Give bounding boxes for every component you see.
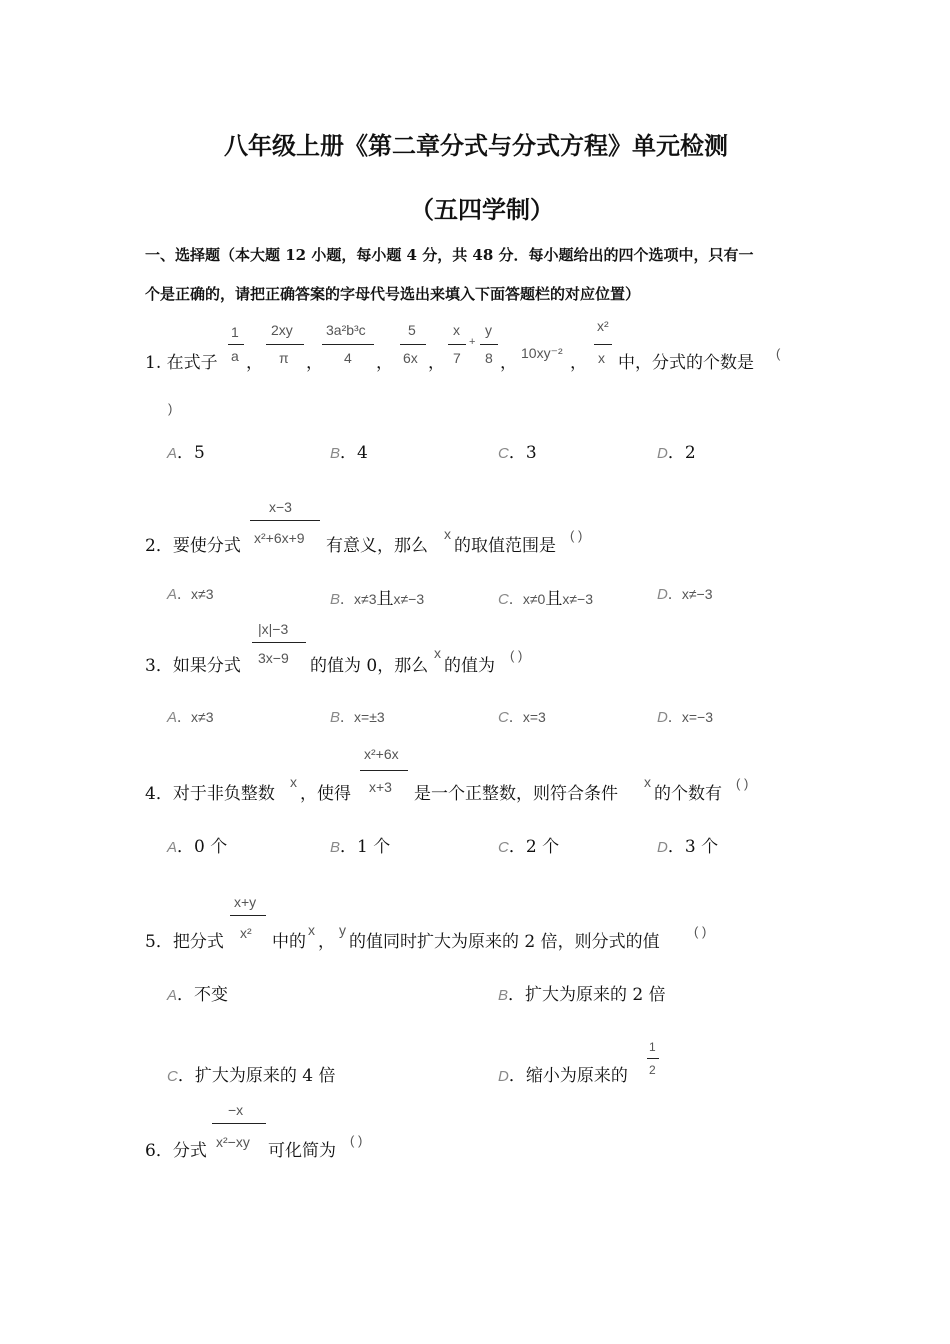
q3-option-c-letter: C xyxy=(498,709,509,726)
q4-option-c-letter: C xyxy=(498,839,509,856)
q1-comma-2: ， xyxy=(306,353,323,373)
q5-option-b-letter: B xyxy=(498,987,509,1004)
q1-frac1-den: a xyxy=(231,348,239,364)
q1-comma-4: ， xyxy=(428,353,445,373)
q1-option-b[interactable] xyxy=(330,438,368,463)
q1-option-b-letter: B xyxy=(330,445,341,462)
q5-frac-den: x² xyxy=(240,925,252,941)
q1-frac7-num: x² xyxy=(597,318,609,334)
q2-option-d-letter: D xyxy=(657,586,668,603)
section-heading-line2: 个是正确的，请把正确答案的字母代号选出来填入下面答题栏的对应位置） xyxy=(145,285,641,303)
q4-option-d-letter: D xyxy=(657,839,668,856)
q3-suffix-a: 的值为 0，那么 xyxy=(310,656,429,676)
q4-option-a-letter: A xyxy=(167,839,178,856)
q1-frac5b-num: y xyxy=(485,322,492,338)
q2-suffix-a: 有意义，那么 xyxy=(326,536,428,556)
q2-option-d-text: ．x≠−3 xyxy=(667,586,713,602)
q6-frac-num: −x xyxy=(228,1102,244,1118)
q5-option-d-letter: D xyxy=(498,1068,509,1085)
q1-frac5b-bar xyxy=(480,344,498,345)
q5-option-b-text: ．扩大为原来的 2 倍 xyxy=(508,985,666,1005)
q5-option-d[interactable] xyxy=(498,1061,628,1086)
q5-option-c-letter: C xyxy=(167,1068,178,1085)
q5-prefix: 5．把分式 xyxy=(145,932,224,952)
q1-frac3-den: 4 xyxy=(344,350,352,366)
q2-suffix-b: 的取值范围是 xyxy=(454,536,556,556)
q5-suffix: 的值同时扩大为原来的 2 倍，则分式的值 xyxy=(349,932,660,952)
q1-frac4-den: 6x xyxy=(403,350,418,366)
q3-option-c-text: ．x=3 xyxy=(508,709,546,725)
document-subtitle: （五四学制） xyxy=(410,195,554,224)
q4-option-c-text: ．2 个 xyxy=(508,837,560,857)
q5-frac-num: x+y xyxy=(234,894,257,910)
q2-prefix: 2．要使分式 xyxy=(145,536,241,556)
q1-frac5b-den: 8 xyxy=(485,350,493,366)
q3-option-b-text: ．x=±3 xyxy=(340,709,385,725)
q4-frac-bar xyxy=(360,770,408,771)
q4-option-b[interactable] xyxy=(330,832,390,857)
q3-option-d-letter: D xyxy=(657,709,668,726)
q3-option-d[interactable] xyxy=(657,707,713,727)
q2-option-b-text2: 且 xyxy=(376,589,394,609)
q3-option-d-text: ．x=−3 xyxy=(667,709,713,725)
q4-frac-den: x+3 xyxy=(369,779,392,795)
q1-option-d[interactable] xyxy=(657,438,696,463)
q1-option-c[interactable] xyxy=(498,438,537,463)
q2-option-b[interactable] xyxy=(330,584,424,609)
q5-frac-bar xyxy=(230,915,266,916)
q5-option-d-frac-bar xyxy=(647,1058,659,1059)
q1-frac2-den: π xyxy=(279,350,289,366)
q1-frac2-bar xyxy=(266,344,304,345)
section-heading-line1: 一、选择题（本大题 12 小题，每小题 4 分，共 48 分．每小题给出的四个选项中，只有一 xyxy=(145,246,754,264)
q3-answer-paren[interactable]: ( ) xyxy=(510,648,523,663)
q3-option-c[interactable] xyxy=(498,707,546,727)
q1-option-d-text: ．2 xyxy=(667,443,696,463)
q1-comma-3: ， xyxy=(376,353,393,373)
q4-option-a[interactable] xyxy=(167,832,227,857)
q6-frac-bar xyxy=(212,1123,266,1124)
q3-frac-bar xyxy=(252,642,306,643)
q5-option-a-letter: A xyxy=(167,987,178,1004)
q4-suffix-a: 是一个正整数，则符合条件 xyxy=(414,784,618,804)
q3-option-a[interactable] xyxy=(167,707,214,727)
q1-prefix: 1. 在式子 xyxy=(145,353,218,373)
q2-option-a[interactable] xyxy=(167,584,214,604)
q4-var-2: x xyxy=(644,774,651,790)
q5-var-y: y xyxy=(339,922,346,938)
q2-option-c-text2: 且 xyxy=(545,589,563,609)
q3-suffix-b: 的值为 xyxy=(444,656,495,676)
q5-option-b[interactable] xyxy=(498,980,666,1005)
q4-option-b-letter: B xyxy=(330,839,341,856)
q4-answer-paren[interactable]: ( ) xyxy=(736,776,749,791)
document-title: 八年级上册《第二章分式与分式方程》单元检测 xyxy=(224,131,728,160)
q1-suffix: 中，分式的个数是 xyxy=(618,353,754,373)
q1-frac4-bar xyxy=(400,344,426,345)
q5-answer-paren[interactable]: ( ) xyxy=(694,924,707,939)
q5-option-d-text: ．缩小为原来的 xyxy=(508,1066,628,1086)
q2-option-a-text: ．x≠3 xyxy=(177,586,214,602)
q6-answer-paren[interactable]: ( ) xyxy=(350,1133,363,1148)
q1-frac3-bar xyxy=(322,344,374,345)
q1-frac5a-den: 7 xyxy=(453,350,461,366)
q2-frac-den: x²+6x+9 xyxy=(254,530,305,546)
q4-frac-num: x²+6x xyxy=(364,746,399,762)
q4-var-1: x xyxy=(290,774,297,790)
q2-answer-paren[interactable]: ( ) xyxy=(570,528,583,543)
q1-plus: + xyxy=(469,336,476,348)
q1-frac7-den: x xyxy=(598,350,605,366)
q1-frac5a-bar xyxy=(448,344,466,345)
q2-option-c[interactable] xyxy=(498,584,593,609)
q4-suffix-b: 的个数有 xyxy=(654,784,722,804)
q5-mid: 中的 xyxy=(272,932,306,952)
q2-option-b-letter: B xyxy=(330,591,341,608)
q2-option-a-letter: A xyxy=(167,586,178,603)
q4-option-c[interactable] xyxy=(498,832,559,857)
q2-option-d[interactable] xyxy=(657,584,713,604)
q2-frac-num: x−3 xyxy=(269,499,292,515)
q2-option-b-text3: x≠−3 xyxy=(393,591,425,607)
q1-frac7-bar xyxy=(594,344,612,345)
q2-frac-bar xyxy=(250,520,320,521)
q1-paren-open: ( xyxy=(776,346,781,361)
q2-option-c-text1: ．x≠0 xyxy=(508,591,546,607)
q1-frac1-num: 1 xyxy=(231,324,239,340)
q2-option-c-letter: C xyxy=(498,591,509,608)
q1-option-d-letter: D xyxy=(657,445,668,462)
q1-option-a[interactable] xyxy=(167,438,205,463)
q3-option-a-letter: A xyxy=(167,709,178,726)
q1-frac2-num: 2xy xyxy=(271,322,293,338)
q6-suffix: 可化简为 xyxy=(268,1141,336,1161)
q1-frac5a-num: x xyxy=(453,322,460,338)
q4-option-d[interactable] xyxy=(657,832,718,857)
q3-option-b-letter: B xyxy=(330,709,341,726)
q1-frac4-num: 5 xyxy=(408,322,416,338)
q3-option-b[interactable] xyxy=(330,707,385,727)
q5-var-x: x xyxy=(308,922,315,938)
q4-option-d-text: ．3 个 xyxy=(667,837,719,857)
q5-option-a-text: ．不变 xyxy=(177,985,229,1005)
q3-prefix: 3．如果分式 xyxy=(145,656,241,676)
q1-option-b-text: ．4 xyxy=(340,443,368,463)
q1-frac1-bar xyxy=(228,344,244,345)
q5-option-c[interactable] xyxy=(167,1061,335,1086)
q1-option-c-text: ．3 xyxy=(508,443,537,463)
q1-comma-6: ， xyxy=(570,353,587,373)
q6-frac-den: x²−xy xyxy=(216,1134,250,1150)
q4-option-b-text: ．1 个 xyxy=(340,837,391,857)
q1-option-c-letter: C xyxy=(498,445,509,462)
q2-var: x xyxy=(444,526,451,542)
q4-prefix: 4．对于非负整数 xyxy=(145,784,275,804)
q1-option-a-text: ．5 xyxy=(177,443,205,463)
q6-prefix: 6．分式 xyxy=(145,1141,207,1161)
q1-paren-close: ) xyxy=(168,401,173,416)
q1-frac3-num: 3a²b³c xyxy=(326,322,366,338)
q3-var: x xyxy=(434,645,441,661)
q1-expr6: 10xy⁻² xyxy=(521,345,563,361)
q1-comma-5: ， xyxy=(500,353,517,373)
q5-option-a[interactable] xyxy=(167,980,228,1005)
q3-frac-den: 3x−9 xyxy=(258,650,289,666)
q5-option-c-text: ．扩大为原来的 4 倍 xyxy=(177,1066,336,1086)
q3-frac-num: |x|−3 xyxy=(258,621,289,637)
q5-option-d-frac-den: 2 xyxy=(649,1063,656,1077)
q5-sep: ， xyxy=(318,932,335,952)
q2-option-b-text1: ．x≠3 xyxy=(340,591,377,607)
q2-option-c-text3: x≠−3 xyxy=(562,591,593,607)
q3-option-a-text: ．x≠3 xyxy=(177,709,214,725)
q5-option-d-frac-num: 1 xyxy=(649,1040,656,1054)
q4-option-a-text: ．0 个 xyxy=(177,837,228,857)
q4-mid: ，使得 xyxy=(300,784,351,804)
q1-comma-1: ， xyxy=(246,353,263,373)
q1-option-a-letter: A xyxy=(167,445,178,462)
